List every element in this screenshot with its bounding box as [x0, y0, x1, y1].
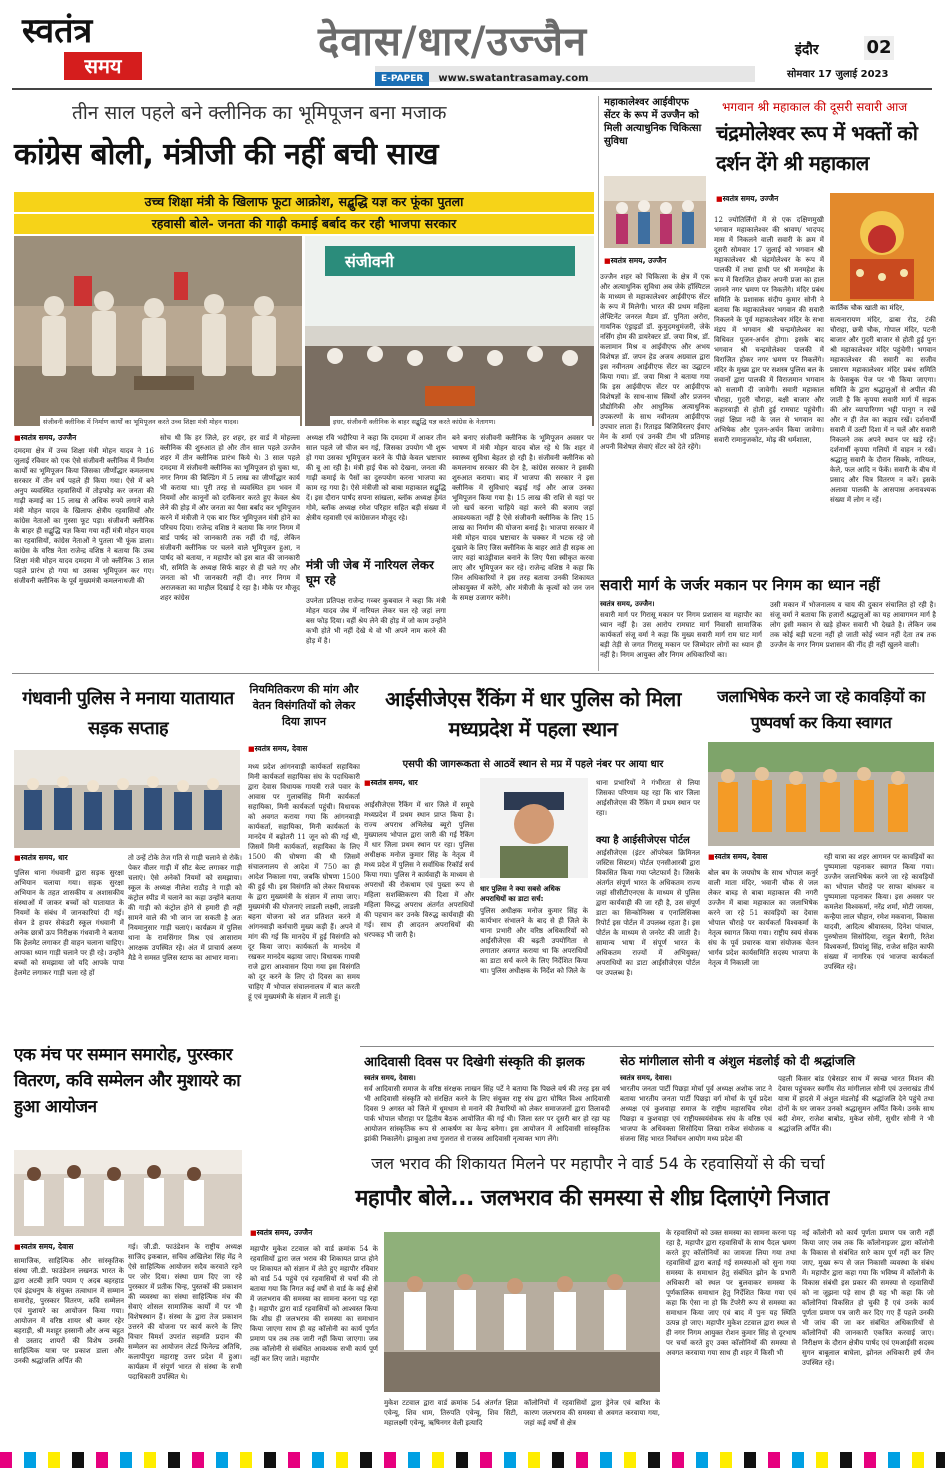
- lead-col-4: बने बनाए संजीवनी क्लीनिक के भूमिपूजन अवसर पर भाषण में मंत्री मोहन यादव बोल रहे थे कि शहर में स्वास्थ्य सुविधा बेहतर हो रही है। संजीवनी क्लीनिक को कमलनाथ सरकार की देन है, कांग्रेस सरकार ने इसकी शुरुआत कराया। बाद में भाजपा की सरकार ने इस क्लीनिक में सुविधाएं बढ़ाई गई और आज उनका भूमिपूजन किया गया है। 15 लाख की राशि से यहां पर जो खर्च करना चाहिये वहां करने की बजाय जहां आवश्यकता नहीं है ऐसे संजीवनी क्लीनिक के लिए 15 लाख का निर्माण की योजना बनाई है। भाजपा सरकार में मंत्री मोहन यादव भ्रष्टाचार के चक्कर में भटक रहे जो दुखाने के लिए जिस क्लीनिक के बाहर आते ही सड़क आ जाए वहां बाउंड्रीवाल बनाने के लिए पैसा स्वीकृत करवा लाए और भूमिपूजन कर रहे। राजेन्द्र वशिष्ठ ने कहा कि जिन अधिकारियों ने इस तरह बताया उनकी शिकायत लोकायुक्त में करेंगे, और मंत्रीजी के कृत्यों को जन जन के समक्ष उजागर करेंगे।: [452, 434, 594, 602]
- jalbharav-col-3: के रहवासियों को उक्त समस्या का सामना करना पड़ रहा है, महापौर द्वारा रहवासियों के साथ पैदल भ्रमण करते हुए कॉलोनियों का जायजा लिया गया तथा रहवासियों द्वारा बताई गई समस्याओं को सुना गया समस्या के समाधान हेतु संबंधित झोन के प्रभारी अधिकारी को स्थल पर बुलवाकर समस्या के पूर्णकालिक समाधान हेतु निर्देशित किया गया एवं कहा कि ऐसा ना हो कि टेंपरेरी रूप से समस्या का समाधान किया जाए एवं बाद में पुनः यह स्थिति उत्पन्न हो जाए। महापौर मुकेश टटवाल द्वारा स्थल से ही नगर निगम आयुक्त रोशन कुमार सिंह से दूरभाष पर चर्चा करते हुए उक्त कॉलोनियों की समस्या से अवगत करवाया गया साथ ही शहर में किसी भी: [666, 1229, 796, 1357]
- kanwar-headline: जलाभिषेक करने जा रहे कावड़ियों का पुष्पवर्षा कर किया स्वागत: [717, 687, 925, 732]
- icjs-byline: [364, 778, 474, 791]
- icjs-quote-head: धार पुलिस ने क्या सबसे अधिक अपराधियों का डाटा सर्च:: [480, 885, 561, 903]
- savari-byline: स्वतंत्र समय, उज्जैन।: [600, 600, 655, 608]
- lead-photo-1: [14, 236, 302, 426]
- kanwar-photo-image: [708, 742, 934, 846]
- kanwar-col-2: रही यात्रा का शहर आगमन पर कावड़ियों का पुष्पमाला पहनाकर स्वागत किया गया। उज्जैन जलाभिषेक करने जा रहे कावड़ियों का भोपाल चौराहे पर साफा बांधकर व पुष्पमाला पहनाकर किया। इस अवसर पर कमलेश विश्वकर्मा, नरेंद्र शर्मा, मोटी जायस, कन्हैया लाल चौहान, रमेश मकवाना, विकास यादवी, आदित्य श्रीवास्तव, दिनेश पांचाल, पुरुषोत्तम सिसोदिया, राहुल बैरागी, रितेश विश्वकर्मा, प्रियांशु सिंह, राजेश सहित काफी संख्या में नागरिक एवं भाजपा कार्यकर्ता उपस्थित रहे।: [824, 853, 934, 971]
- lead-kicker: तीन साल पहले बने क्लीनिक का भूमिपूजन बना मजाक: [72, 102, 447, 124]
- mahakal-photo: [830, 193, 934, 301]
- gandhwani-col-2: तो उन्हें टोके तेज गति से गाड़ी चलाने से रोकें। पेकर वीलर गाड़ी में सीट बेल्ट लगाकर गाड़ी चलाएं। ऐसे अनेकों नियमों को समझाया। स्कूल के अध्यक्ष नीलेश राठौड़ ने गाड़ी को कंट्रोल स्पीड में चलाने का कहा उन्होंने बताया की गाड़ी को कंट्रोल होने से हमारी ही नहीं सामने वाले की भी जान जा सकती है अतः नियमानुसार गाड़ी चलाएं। कार्यक्रम में पुलिस थाना के रामसिंगार मिश्र एवं आसाराम आरक्षक उपस्थित रहे। अंत में प्राचार्य अरुण मैडे ने समस्त पुलिस स्टाफ का आभार माना।: [128, 854, 242, 962]
- row-2-divider: [12, 673, 934, 674]
- kanwar-photo: [708, 742, 934, 846]
- registration-strip: [0, 1452, 945, 1468]
- lead-col-2: सोच थी कि हर जिले, हर शहर, हर वार्ड में मोहल्ला क्लीनिक की शुरुआत हो और तीन साल पहले उज्जैन शहर में तीन क्लीनिक प्रारंभ किये थे। 3 साल पहले दमदमा में संजीवनी क्लीनिक का भूमिपूजन हो चुका था, नगर निगम की बिल्डिंग में 5 लाख का जीर्णोद्धार कार्य भी कराया था। पूरी तरह से व्यवस्थित हम भवन में नियमों और कानूनों को दरकिनार करते हुए केवल श्रेय लेने की होड़ में और जनता का पैसा बर्बाद कर भूमिपूजन करने में मंत्रीजी ने एक बार फिर भूमिपूजन मंत्री होने का परिचय दिया। राजेन्द्र वशिष्ठ ने बताया कि नगर निगम में बार्ड पार्षद को जानकारी तक नहीं दी गई, लेकिन संजीवनी क्लीनिक पर चलने वाले भूमिपूजन हुआ, न पार्षद को बताया, न महापौर को इस बात की जानकारी थी, समिति के अध्यक्ष सिर्फ बाहर से ही चले गए और जनता को भी जानकारी नहीं दी। नगर निगम में अराजकता का माहौल दिखाई दे रहा है। मौके पर मौजूद शहर कांग्रेस: [160, 434, 300, 602]
- icjs-quote-body: पुलिस अधीक्षक मनोज कुमार सिंह के कार्यभार संभालने के बाद से ही जिले के थाना प्रभारी और वरिष्ठ अधिकारियों को आईसीजेएस की बढ़ती उपयोगिता से लगातार अवगत कराया था कि अपराधियों का डाटा सर्च करने के लिए निर्देशित किया था। पुलिस अधीक्षक के निर्देश को जिले के: [480, 907, 588, 975]
- ivf-photo: [604, 176, 706, 248]
- jalbharav-byline-text: ■ स्वतंत्र समय, उज्जैन: [250, 1228, 378, 1238]
- savari-headline: सवारी मार्ग के जर्जर मकान पर निगम का ध्यान नहीं: [600, 576, 880, 594]
- icjs-col-3b: आईसीजेएस (इंटर ऑपरेबल क्रिमिनल जस्टिस सिस्टम) पोर्टल एनसीआरबी द्वारा विकसित किया गया प्लेटफार्म है। जिसके अंतर्गत संपूर्ण भारत के अधिकतम राज्य जहां सीसीटीएनएस के माध्यम से पुलिस द्वारा कार्यवाही की जा रही है, उस संपूर्ण डाटा का सिन्कोनिक्स व एनालिसिक्स रिपोर्ट इस पोर्टल में उपलब्ध रहता है। इस पोर्टल के माध्यम से जनरेट की जाती है। सामान्य भाषा में संपूर्ण भारत के अधिकतम राज्यों में अभियुक्त/ अपराधियों का डाटा आईसीजेएस पोर्टल पर उपलब्ध है।: [596, 849, 700, 977]
- jalbharav-kicker: जल भराव की शिकायत मिलने पर महापौर ने वार्ड 54 के रहवासियों से की चर्चा: [371, 1154, 825, 1173]
- edition-title: देवास/धार/उज्जैन: [318, 19, 588, 65]
- icjs-col-3: थाना प्रभारियों ने गंभीरता से लिया जिसका परिणाम यह रहा कि धार जिला आईसीजेएस की रैंकिंग में प्रथम स्थान पर रहा।: [596, 779, 700, 817]
- mahakal-kicker: भगवान श्री महाकाल की दूसरी सवारी आज: [722, 100, 908, 114]
- jalbharav-photo-caption-1: मुकेश टटवाल द्वारा वार्ड क्रमांक 54 अंतर्गत क्षिप्रा एवेन्यू, शिव धाम, तिरुपति एवेन्यू, शिव सिटी, महालक्ष्मी एवेन्यू, ऋषिनगर वेली इत्यादि: [384, 1399, 518, 1427]
- lead-side-head: मंत्री जी जेब में नारियल लेकर घूम रहे: [306, 558, 434, 587]
- mahakal-photo-image: [830, 193, 934, 301]
- shraddhanjali-headline: सेठ मांगीलाल सोनी व अंशुल मंडलोई को दी श्रद्धांजलि: [620, 1054, 856, 1068]
- lead-photo-2: [305, 236, 594, 426]
- epaper-tag: E-PAPER: [375, 72, 429, 86]
- mahakal-body-1: 12 ज्योतिर्लिंगों में से एक दक्षिणमुखी भगवान महाकालेश्वर की श्रावण/ भादपद मास में निकलने वाली सवारी के क्रम में दूसरी सोमवार 17 जुलाई को भगवान श्री महाकालेश्वर श्री चंद्रमोलेश्वर के रूप में पालकी में तथा हाथी पर श्री मनमहेश के रूप में विराजित होकर अपनी प्रजा का हाल जानने नगर भ्रमण पर निकलेंगे। मंदिर प्रबंध समिति के प्रशासक संदीप कुमार सोनी ने बताया कि महाकालेश्वर भगवान की सवारी निकलने के पूर्व महाकालेश्वर मंदिर के सभा मंडप में भगवान श्री चन्द्रमोलेश्वर का विधिवत पूजन-अर्चन होगा। इसके बाद भगवान श्री चन्द्रमोलेश्वर पालकी में विराजित होकर नगर भ्रमण पर निकलेंगे। मंदिर के मुख्य द्वार पर सशस्त्र पुलिस बल के जवानों द्वारा पालकी में विराजमान भगवान को सलामी दी जावेगी। सवारी महाकाल चौराहा, गुदरी चौराहा, बक्षी बाजार और कहारवाड़ी से होती हुई रामघाट पहुंचेगी। जहां क्षिप्रा नदी के जल से भगवान का अभिषेक और पूजन-अर्चन किया जावेगा। सवारी रामानुजकोट, मोढ़ की धर्मशाला,: [714, 216, 824, 444]
- page-number: 02: [864, 36, 894, 60]
- lead-subhead-1: उच्च शिक्षा मंत्री के खिलाफ फूटा आक्रोश, सद्बुद्धि यज्ञ कर फूंका पुतला: [14, 192, 594, 212]
- ivf-photo-image: [604, 176, 706, 248]
- aadivasi-headline: आदिवासी दिवस पर दिखेगी संस्कृति की झलक: [364, 1055, 585, 1070]
- icjs-headline: आईसीजेएस रैंकिंग में धार पुलिस को मिला मध्यप्रदेश में पहला स्थान: [385, 687, 681, 741]
- kanwar-col-1: बोल बम के जयघोष के साथ भोपाल कनुर्र वाली माता मंदिर, भवानी चौक से जल लेकर बाब्ड़ से बाबा महाकाल की नगरी उज्जैन में बाबा महाकाल का जलाभिषेक करने जा रहे 51 कावड़ियों का देवास भोपाल चौराहे पर कार्यकर्ता विश्वकर्मा के नेतृत्व स्वागत किया गया। राष्ट्रीय स्वयं सेवक संघ के पूर्व प्रचारक यात्रा संयोजक चेतन भार्गव प्रदेश कार्यसमिति सदस्य भाजपा के नेतृत्व में निकाली जा: [708, 869, 818, 967]
- lead-headline: कांग्रेस बोली, मंत्रीजी की नहीं बची साख: [14, 137, 439, 172]
- niyamitikaran-byline: [248, 744, 360, 757]
- shraddhanjali-body-1: भारतीय जनता पार्टी पिछड़ा मोर्चा पूर्व अध्यक्ष अशोक जाट ने बताया भारतीय जनता पार्टी पिछड़ा वर्ग मोर्चा के पूर्व प्रदेश अध्यक्ष एवं कुशवाहा समाज के राष्ट्रीय महासचिव रमेश पिछड़ा व कुशवाहा एवं राष्ट्रीयस्वयंसेवक संघ के वरिष्ठ एवं भाजपा के अधिवक्ता सिसोदिया लिखा राकेश संयोजक व संजना सिंह भारत निर्वाचन आयोग मध्य प्रदेश की: [620, 1085, 772, 1143]
- gandhwani-headline: गंधवानी पुलिस ने मनाया यातायात सड़क सप्ताह: [22, 688, 234, 739]
- savari-body-2: उसी मकान में भोजनालय व चाय की दुकान संचालित हो रही है। संजू वर्मा ने बताया कि हजारों श्रद्धालुओं का यह आवागमन मार्ग है लोग इसी मकान से खड़े होकर सवारी भी देखते है। लेकिन जब तक कोई बड़ी घटना नहीं हो जाती कोई ध्यान नहीं देता तब तक उज्जैन के नगर निगम प्रशासन की नींद ही नहीं खुलने वाली।: [770, 601, 936, 649]
- sammaan-col-1: सामाजिक, साहित्यिक और सांस्कृतिक संस्था जी.डी. फाउंडेशन लखनऊ भारत के द्वारा अटबी ज्ञानि पयाम ए अदब बहरहाड एवं इंद्रधनुष के संयुक्त तत्वाधान में सम्मान समारोह, पुरस्कार वितरण, कवि सम्मेलन एवं मुशायरे का आयोजन किया गया। आयोजन में वरिष्ठ शायर श्री कमर रहेर बहराड़ी, श्री मशहूर हस्सानी और अन्य बहुत से उस्ताद शायरों की विशेष उनकी साहित्यिक यात्रा पर प्रकाश डाला और उनकी श्रद्धांजलि अर्पित की: [14, 1257, 124, 1365]
- city-label: इंदौर: [795, 42, 819, 58]
- mahakal-body-2: सत्यनारायण मंदिर, ढाबा रोड, टंकी चौराहा, छत्री चौक, गोपाल मंदिर, पटनी बाजार और गुदरी बाजार से होती हुई पुनः श्री महाकालेश्वर मंदिर पहुंचेगी। भगवान महाकालेश्वर की सवारी का सजीव प्रसारण महाकालेश्वर मंदिर प्रबंध समिति के फेसबुक पेज पर भी किया जाएगा। समिति के द्वारा श्रद्धालुओं से अपील की जाती है कि कृपया सवारी मार्ग में सड़क की ओर व्यापारिगण भट्टी पानूग न रखें और न ही तेल का कड़ाव रखें। दर्शनार्थी सवारी में उल्टी दिशा में न चलें और सवारी निकलने तक अपने स्थान पर खड़े रहें। दर्शनार्थी कृपया गलियों में वाहन न रखें। श्रद्धालु सवारी के दौरान सिक्के, नारियल, केले, फल आदि न फेंकें। सवारी के बीच में प्रसाद और चित्र वितरण न करें। इसके अलावा पालकी के आसपास अनावश्यक संख्या में लोग न रहें।: [830, 316, 936, 504]
- mahakal-headline: चंद्रमोलेश्वर रूप में भक्तों को दर्शन देंगे श्री महाकाल: [716, 121, 918, 175]
- sammaan-byline-text: ■ स्वतंत्र समय, देवास: [14, 1242, 124, 1252]
- row-3-divider: [360, 1046, 934, 1047]
- icjs-byline-text: ■ स्वतंत्र समय, धार: [364, 778, 474, 788]
- mahakal-byline: [716, 194, 824, 207]
- lead-photo-1-caption: संजीवनी क्लीनिक में निर्माण कार्यों का भूमिपूजन करते उच्च शिक्षा मंत्री मोहन यादव।: [40, 416, 300, 427]
- niyamitikaran-byline-text: ■ स्वतंत्र समय, देवास: [248, 744, 360, 754]
- lead-col-1: दमदमा क्षेत्र में उच्च शिक्षा मंत्री मोहन यादव ने 16 जुलाई रविवार को एक ऐसे संजीवनी क्लीनिक में निर्माण कार्यों का भूमिपूजन किया जिसका जीर्णोद्धार कमलनाथ सरकार में तीन वर्ष पहले ही किया गया। ऐसे में बने अनुप व्यवस्थित रहवासियों में तोड़फोड़ कर जनता की गाढ़ी कमाई का 15 लाख से अधिक रुपये लगाने वाले मंत्री मोहन यादव के खिलाफ क्षेत्रीय रहवासियों और कांग्रेस नेताओं का गुस्सा फूट पड़ा। संजीवनी क्लीनिक के बाहर ही सद्बुद्धि यज्ञ किया गया वहीं मंत्री मोहन यादव का रहवासियों, कांग्रेस नेताओं ने पुतला भी फूंक डाला। कांग्रेस के वरिष्ठ नेता राजेन्द्र वशिष्ठ ने बताया कि उच्च शिक्षा मंत्री मोहन यादव दमदमा में जो क्लीनिक 3 साल पहले प्रारंभ हो गया था उसका भूमिपूजन कर गए। संजीवनी क्लीनिक के पूर्व मुख्यमंत्री कमलनाथजी की: [14, 447, 154, 585]
- lead-photo-2-banner-text: संजीवनी: [345, 252, 394, 271]
- lead-subhead-2: रहवासी बोले- जनता की गाढ़ी कमाई बर्बाद कर रही भाजपा सरकार: [14, 214, 594, 234]
- lead-right-divider: [598, 96, 599, 671]
- sammaan-photo-image: [14, 1150, 242, 1236]
- gandhwani-col-1: पुलिस थाना गंधवानी द्वारा सड़क सुरक्षा अभियान चलाया गया। सड़क सुरक्षा अभियान के तहत शासकीय व अशासकीय संस्थाओं में जाकर बच्चों को यातायात के नियमों के संबंध में जानकारियां दी गई। सेवन डे हायर सेकंडरी स्कूल गंधवानी में अनेक छात्रों ऊप निरीक्षक गंधवानी ने बताया कि हेलमेट लगाकर ही वाहन चलाना चाहिए। आपका ध्यान गाड़ी चलाने पर ही रहे। उन्होंने बच्चों को समझाया जो यदि आपके पापा हेलमेट लगाकर गाड़ी चला रहे हों: [14, 869, 124, 977]
- icjs-col-1: आईसीजेएस रैंकिंग में धार जिले में समूचे मध्यप्रदेश में प्रथम स्थान प्राप्त किया है। राज्य अपराध अभिलेख ब्यूरो पुलिस मुख्यालय भोपाल द्वारा जारी की गई रैंकिंग में धार जिला प्रथम स्थान पर रहा। पुलिस अधीक्षक मनोज कुमार सिंह के नेतृत्व में मध्य प्रदेश में पुलिस ने सर्वाधिक रिकॉर्ड सर्च किया गया। पुलिस ने कार्यवाही के माध्यम से अपराधों की रोकथाम एवं पुख्ता रूप से महिला सशक्तिकरण की दिशा में और महिला विरुद्ध अपराध अंतर्गत अपराधियों की पहचान कर उनके विरुद्ध कार्यवाही की गई। साथ ही आदतन अपराधियों की धरपकड़ भी जारी है।: [364, 801, 474, 939]
- website-link[interactable]: www.swatantrasamay.com: [438, 73, 589, 84]
- niyamitikaran-body: मध्य प्रदेश आंगनवाड़ी कार्यकर्ता सहायिका मिनी कार्यकर्ता सहायिका संघ के पदाधिकारी द्वारा देवास विधायक गायत्री राजे पवार के आवास पर गुलाबसिंह मिनी कार्यकर्ता सहायिका, मिनी कार्यकर्ता पहुंची। विधायक को अवगत कराया गया कि आंगनवाड़ी कार्यकर्ता, सहायिका, मिनी कार्यकर्ता के मानदेय में बढ़ोतरी 11 जून को की गई थी, जिसमें मिनी कार्यकर्ता, सहायिका के लिए 1500 की घोषणा की थी जिसमें संचालनालय से आदेश में 750 का ही आदेश निकाला गया, जबकि घोषणा 1500 की हुई थी। इस विसंगति को लेकर विधायक के द्वारा मुख्यमंत्री के संज्ञान में लाया जाए। मुख्यमंत्री की योजनाएं लाडली लक्ष्मी, लाडली बहना योजना को शत प्रतिशत करने में आंगनवाड़ी कर्मचारी मुख्य कड़ी हैं। अपने में मांग की गई कि मानदेय में हुई विसंगति को दूर किया जाए। कार्यकर्ता के मानदेय में रखकर मानदेय बढ़ाया जाए। विधायक गायत्री राजे द्वारा आश्वासन दिया गया इस विसंगति को दूर करने के लिए दो दिवस का समय चाहिए मैं भोपाल संचालनालय में बात करती हूं एवं मुख्यमंत्री के संज्ञान में लाती हूं।: [248, 763, 360, 1001]
- savari-body-1: सवारी मार्ग पर गिरासू मकान पर निगम प्रशासन या महापौर का ध्यान नहीं है। उस आरोप रामघाट मार्ग निवासी सामाजिक कार्यकर्ता संजू वर्मा ने कहा कि मुख्य सवारी मार्ग राम घाट मार्ग बड़ी तेड़ी से जगत गिरासू मकान पर जिम्मेदार लोगों का ध्यान ही नहीं है। निगम आयुक्त और निगम अधिकारियों का।: [600, 611, 762, 659]
- aadivasi-byline: स्वतंत्र समय, देवास।: [364, 1074, 416, 1082]
- ivf-byline: [604, 256, 708, 269]
- lead-col-3: अध्यक्ष रवि भदौरिया ने कहा कि दमदमा में आकर तीन साल पहले जो चीज बन गई, जिसका उपयोग भी शुरू हो गया उसका भूमिपूजन करने के पीछे केवल भ्रष्टाचार की बू आ रही है। मंत्री हाई चैक को देखना, जनता की गाढ़ी कमाई के पैसों का दुरुपयोग करना भाजपा का काम रह गया है। ऐसे मंत्रीजी को बाबा महाकाल सद्बुद्धि दें। इस दौरान पार्षद सपना सांखला, ब्लॉक अध्यक्ष हेमंत गोमे, ब्लॉक अध्यक्ष रमेश परिहार सहित बड़ी संख्या में क्षेत्रीय रहवासी एवं कांग्रेसजन मौजूद रहे।: [306, 434, 446, 522]
- lead-col-3b: उपनेता प्रतिपक्ष राजेन्द्र गव्बर कुबवाल ने कहा कि मंत्री मोहन यादव जेब में नारियल लेकर चल रहे जहां लगा बस फोड़ दिया। वहीं श्रेय लेने की होड़ में जो काम उन्होंने कभी होते भी नहीं देखे थे वो भी अपने नाम करने की होड़ में है।: [306, 597, 446, 645]
- gandhwani-photo: [14, 750, 240, 848]
- jalbharav-photo-caption-2: कॉलोनियों में रहवासियों द्वारा ड्रेनेज एवं बारिश के कारण जलभराव की समस्या से अवगत करवाया गया, जहां कई वर्षों से क्षेत्र: [524, 1399, 660, 1427]
- icjs-sp-photo: [480, 778, 588, 878]
- lead-byline-text: ■ स्वतंत्र समय, उज्जैन: [14, 433, 154, 443]
- logo: [22, 12, 154, 84]
- icjs-sp-photo-image: [480, 778, 588, 878]
- lead-photo-1-image: [14, 236, 302, 426]
- issue-date: सोमवार 17 जुलाई 2023: [787, 69, 889, 80]
- ivf-byline-text: ■ स्वतंत्र समय, उज्जैन: [604, 256, 708, 266]
- aadivasi-body: सर्व आदिवासी समाज के वरिष्ठ संरक्षक लाखन सिंह पर्टे ने बताया कि पिछले वर्ष की तरह इस वर्ष भी आदिवासी संस्कृति को संरक्षित करने के लिए संयुक्त राष्ट्र संघ द्वारा घोषित विश्व आदिवासी दिवस 9 अगस्त को जिले में धूमधाम से मनाने की तैयारियों को लेकर समाजजनों द्वारा तिलावदी पार्क भोपाल चौराहा पर द्वितीय बैठक आयोजित की गई थी। जिला स्तर पर दूसरी बार हो रहा यह आयोजन सांस्कृतिक रूप से आकर्षण का केन्द्र बनेगा। इस आयोजन में आदिवासी सांस्कृतिक झांकी निकालेंगे। झाबुआ तथा गुजरात से राजस्व आदिवासी नृत्याक्त भाग लेंगे।: [364, 1085, 610, 1143]
- lead-byline: [14, 433, 154, 446]
- logo-top-text: स्वतंत्र: [22, 11, 93, 51]
- masthead-divider: [12, 88, 932, 90]
- epaper-bar: [375, 66, 755, 82]
- gandhwani-byline: [14, 853, 124, 866]
- jalbharav-col-4: नई कॉलोनी को कार्य पूर्णता प्रमाण पत्र जारी नहीं किया जाए जब तक कि कॉलोनाइजर द्वारा कॉलोनी के विकास से संबंधित सारे काम पूर्ण नहीं कर लिए जाए, मुख्य रूप से जल निकासी व्यवस्था के संबंध में। महापौर द्वारा कहा गया कि भविष्य में कॉलोनी के विकास संबंधी इस प्रकार की समस्या से रहवासियों को ना जूझना पड़े साथ ही यह भी कहा कि जो कॉलोनियां विकसित हो चुकी हैं एवं उनके कार्य पूर्णता प्रमाण पत्र जारी कर दिए गए हैं पहले उनकी भी जांच की जा कर संबंधित अधिकारियों से कॉलोनियों की जानकारी एकत्रित करवाई जाए। निरीक्षण के दौरान क्षेत्रीय पार्षद एवं एमआईसी सदस्य सुगन बाबूलाल बाघेला, झोनल अधिकारी हर्ष जैन उपस्थित रहे।: [802, 1229, 934, 1367]
- sammaan-col-2: गई। जी.डी. फाउंडेशन के राष्ट्रीय अध्यक्ष साजिद इकबाल, सचिव अखिलेश सिंह मेंद्र ने ऐसे साहित्यिक आयोजन सदैव करवाते रहने पर जोर दिया। संस्था ग्राम दिए जा रहे पुरस्कार में प्रतीक चिन्ह, पुस्तकों की प्रकाशन की व्यवस्था का संस्था साहित्यिक मंच की सेवाएं शोसल सामाजिक कार्यों में पर भी विशेषस्थान हैं। संस्था के द्वारा तेज प्रकाशन उत्तरने की योजना पर कार्य करने के लिए विचार विमर्श उपरांत सहमति प्रदान की सम्मेलन का आयोजन लेटर्ड फिनेल्ड अतिथि, कलापीपुरा महाराष्ट्र उत्तर प्रदेश में हुआ। कार्यक्रम में संपूर्ण भारत से संस्था के सभी पदाधिकारी उपस्थित थे।: [128, 1243, 242, 1381]
- mahakal-photo-caption: कार्तिक चौक खाती का मंदिर,: [830, 304, 905, 312]
- kanwar-byline-text: ■ स्वतंत्र समय, देवास: [708, 852, 818, 862]
- lead-photo-2-caption: इधर, संजीवनी क्लीनिक के बाहर सद्बुद्धि यज्ञ करते कांग्रेस के नेतागण।: [330, 416, 592, 427]
- icjs-box-head: क्या है आईसीजेएस पोर्टल: [596, 835, 690, 846]
- jalbharav-headline: महापौर बोले... जलभराव की समस्या से शीघ्र दिलाएंगे निजात: [355, 1186, 829, 1211]
- gandhwani-byline-text: ■ स्वतंत्र समय, धार: [14, 853, 124, 863]
- sammaan-photo: [14, 1150, 242, 1236]
- sammaan-byline: [14, 1242, 124, 1255]
- logo-bottom-text: समय: [64, 52, 142, 80]
- niyamitikaran-headline: नियमितिकरण की मांग और वेतन विसंगतियों को लेकर दिया ज्ञापन: [249, 683, 359, 728]
- jalbharav-photo-image: [384, 1232, 660, 1392]
- jalbharav-col-1: महापौर मुकेश टटवाल को वार्ड क्रमांक 54 के रहवासियों द्वारा जल भराव की शिकायत प्राप्त होने पर शिकायत को संज्ञान में लेते हुए महापौर रविवार को वार्ड 54 पहुंचे एवं रहवासियों से चर्चा की तो बताया गया कि निगत कई वर्षों से वार्ड के कई क्षेत्रों में जलभराव की समस्या का सामना करना पड़ रहा है। महापौर द्वारा वार्ड रहवासियों को आश्वस्त किया कि शीघ्र ही जलभराव की समस्या का समाधान किया जाएगा साथ ही वह कॉलोनी का कार्य पूर्णत प्रमाण पत्र तब तक जारी नहीं किया जाएगा। जब तक कॉलोनी से संबंधित आवश्यक सभी कार्य पूर्ण नहीं कर लिए जाते। महापौर: [250, 1245, 378, 1363]
- shraddhanjali-body-2: पहली किसर बांड एंबेसडर साथ में स्वच्छ भारत मिशन की देवास पहुंचकर स्वर्गीय सेठ मांगीलाल सोनी एवं उत्तराखंड तीर्थ यात्रा में हादसे में अंशुल मंडलोई की श्रद्धांजलि देने पहुंचे तथा दोनों के घर जाकर उनको श्रद्धासुमन अर्पित किये। उनके साथ बदी शेमर, राजेश बाबोड, मुकेश सोनी, सुधीर सोनी ने भी श्रद्धांजलि अर्पित की।: [778, 1075, 934, 1133]
- masthead: [0, 0, 945, 90]
- sammaan-headline: एक मंच पर सम्मान समारोह, पुरस्कार वितरण, कवि सम्मेलन और मुशायरे का हुआ आयोजन: [14, 1045, 241, 1117]
- mahakal-byline-text: ■ स्वतंत्र समय, उज्जैन: [716, 194, 824, 204]
- jalbharav-byline: [250, 1228, 378, 1241]
- gandhwani-photo-image: [14, 750, 240, 848]
- icjs-subhead: एसपी की जागरूकता से आठवें स्थान से मप्र में पहले नंबर पर आया धार: [402, 759, 664, 770]
- ivf-body: उज्जैन शहर को चिकित्सा के क्षेत्र में एक और अत्याधुनिक सुविधा अब जेके हॉस्पिटल के माध्यम से महाकालेश्वर आईवीएफ सेंटर के रूप में मिलेगी। भारत की प्रथम महिला लेफ्टिनेंट जनरल मैडम डॉ. पुनिता अरोरा, गायनिक एंड्राइडॉ डॉ. कुमुदमधुमंजरी, जेके नर्सिंग होम की डायरेक्टर डॉ. जया मिश्र, डॉ. कलामान मिश्र व आईवीएफ और अभय विशेषज्ञ डॉ. जपन हेड अजय अग्रवाल द्वारा इस नवीनतम आईवीएफ सेंटर का उद्घाटन किया गया। डॉ. जया मिश्रा ने बताया गया कि इस आईवीएफ सेंटर पर आईवीएफ विशेषज्ञों के साथ-साथ स्त्रियों और प्रजनन प्रौद्योगिकी और आधुनिक अत्याधुनिक उपकरणों के साथ नवीनतम आईवीएफ उपचार लाता हैं। रिताइड बिजिविरलए ईवाए मेन के शर्मा एवं उनकी टीम भी प्रतिमाह अपनी विशेषज्ञ सेवाएं सेंटर को देते रहेंगे।: [600, 273, 710, 451]
- ivf-headline: महाकालेश्वर आईवीएफ सेंटर के रूप में उज्जैन को मिली अत्याधुनिक चिकित्सा सुविधा: [604, 97, 702, 147]
- jalbharav-photo: [384, 1232, 660, 1392]
- kanwar-byline: [708, 852, 818, 865]
- shraddhanjali-byline: स्वतंत्र समय, देवास।: [620, 1074, 672, 1082]
